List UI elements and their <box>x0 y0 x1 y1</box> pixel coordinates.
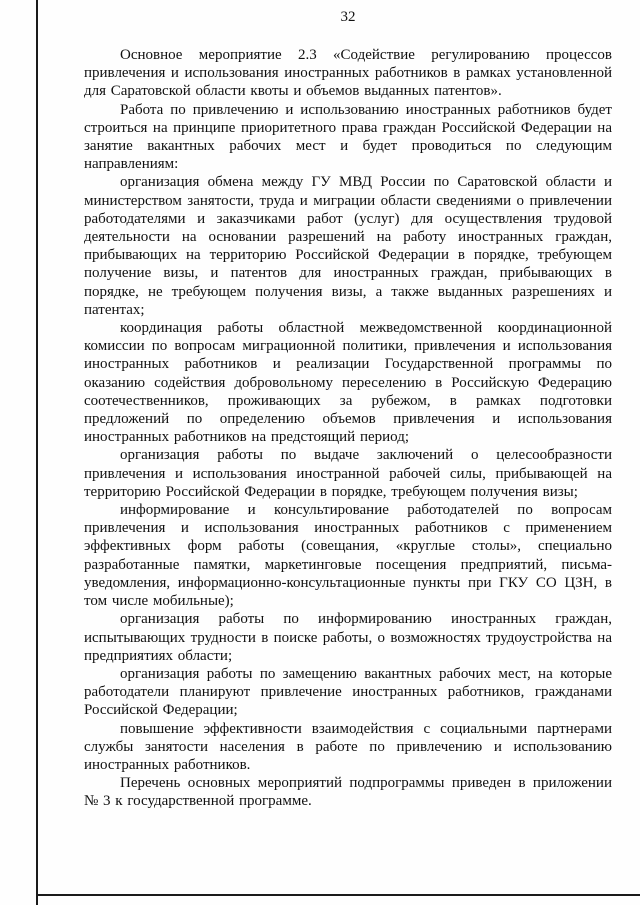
page-number: 32 <box>340 9 356 25</box>
document-body <box>84 46 612 811</box>
paragraph-item-coordination: координация работы областной межведомственной координационной комиссии по вопросам миграционной политики, привлечения и использования иностранных работников и реализации Государственной программы по оказанию содействия добровольному переселению в Российскую Федерацию соотечественников, проживающих за рубежом, в рамках подготовки предложений по определению объемов привлечения и использования иностранных работников на предстоящий период; <box>84 320 612 446</box>
page-border-bottom <box>36 894 640 896</box>
paragraph-heading-measure: Основное мероприятие 2.3 «Содействие регулированию процессов привлечения и использования иностранных работников в рамках установленной для Саратовской области квоты и объемов выданных патентов». <box>84 47 612 100</box>
paragraph-item-conclusions: организация работы по выдаче заключений о целесообразности привлечения и использования иностранной рабочей силы, прибывающей на территорию Российской Федерации в порядке, требующем получения визы; <box>84 447 612 500</box>
paragraph-item-consulting: информирование и консультирование работодателей по вопросам привлечения и использования иностранных работников с применением эффективных форм работы (совещания, «круглые столы», специально разработанные памятки, маркетинговые посещения предприятий, письма-уведомления, информационно-консультационные пункты при ГКУ СО ЦЗН, в том числе мобильные); <box>84 502 612 610</box>
paragraph-item-exchange: организация обмена между ГУ МВД России по Саратовской области и министерством занятости, труда и миграции области сведениями о привлечении работодателями и заказчиками работ (услуг) для осуществления трудовой деятельности на основании разрешений на работу иностранных граждан, прибывающих на территорию Российской Федерации в порядке, требующем получение визы, и патентов для иностранных граждан, прибывающих в порядке, не требующем получения визы, а также выданных разрешениях и патентах; <box>84 174 612 318</box>
paragraph-item-vacancies: организация работы по замещению вакантных рабочих мест, на которые работодатели планируют привлечение иностранных работников, гражданами Российской Федерации; <box>84 665 612 719</box>
paragraph-closing: Перечень основных мероприятий подпрограммы приведен в приложении № 3 к государственной программе. <box>84 775 612 810</box>
page-border-left <box>36 0 38 905</box>
paragraph-intro: Работа по привлечению и использованию иностранных работников будет строиться на принципе приоритетного права граждан Российской Федерации на занятие вакантных рабочих мест и будет проводиться по следующим направлениям: <box>84 101 612 173</box>
paragraph-item-partners: повышение эффективности взаимодействия с социальными партнерами службы занятости населения в работе по привлечению и использованию иностранных работников. <box>84 720 612 773</box>
paragraph-item-informing: организация работы по информированию иностранных граждан, испытывающих трудности в поиске работы, о возможностях трудоустройства на предприятиях области; <box>84 611 612 664</box>
